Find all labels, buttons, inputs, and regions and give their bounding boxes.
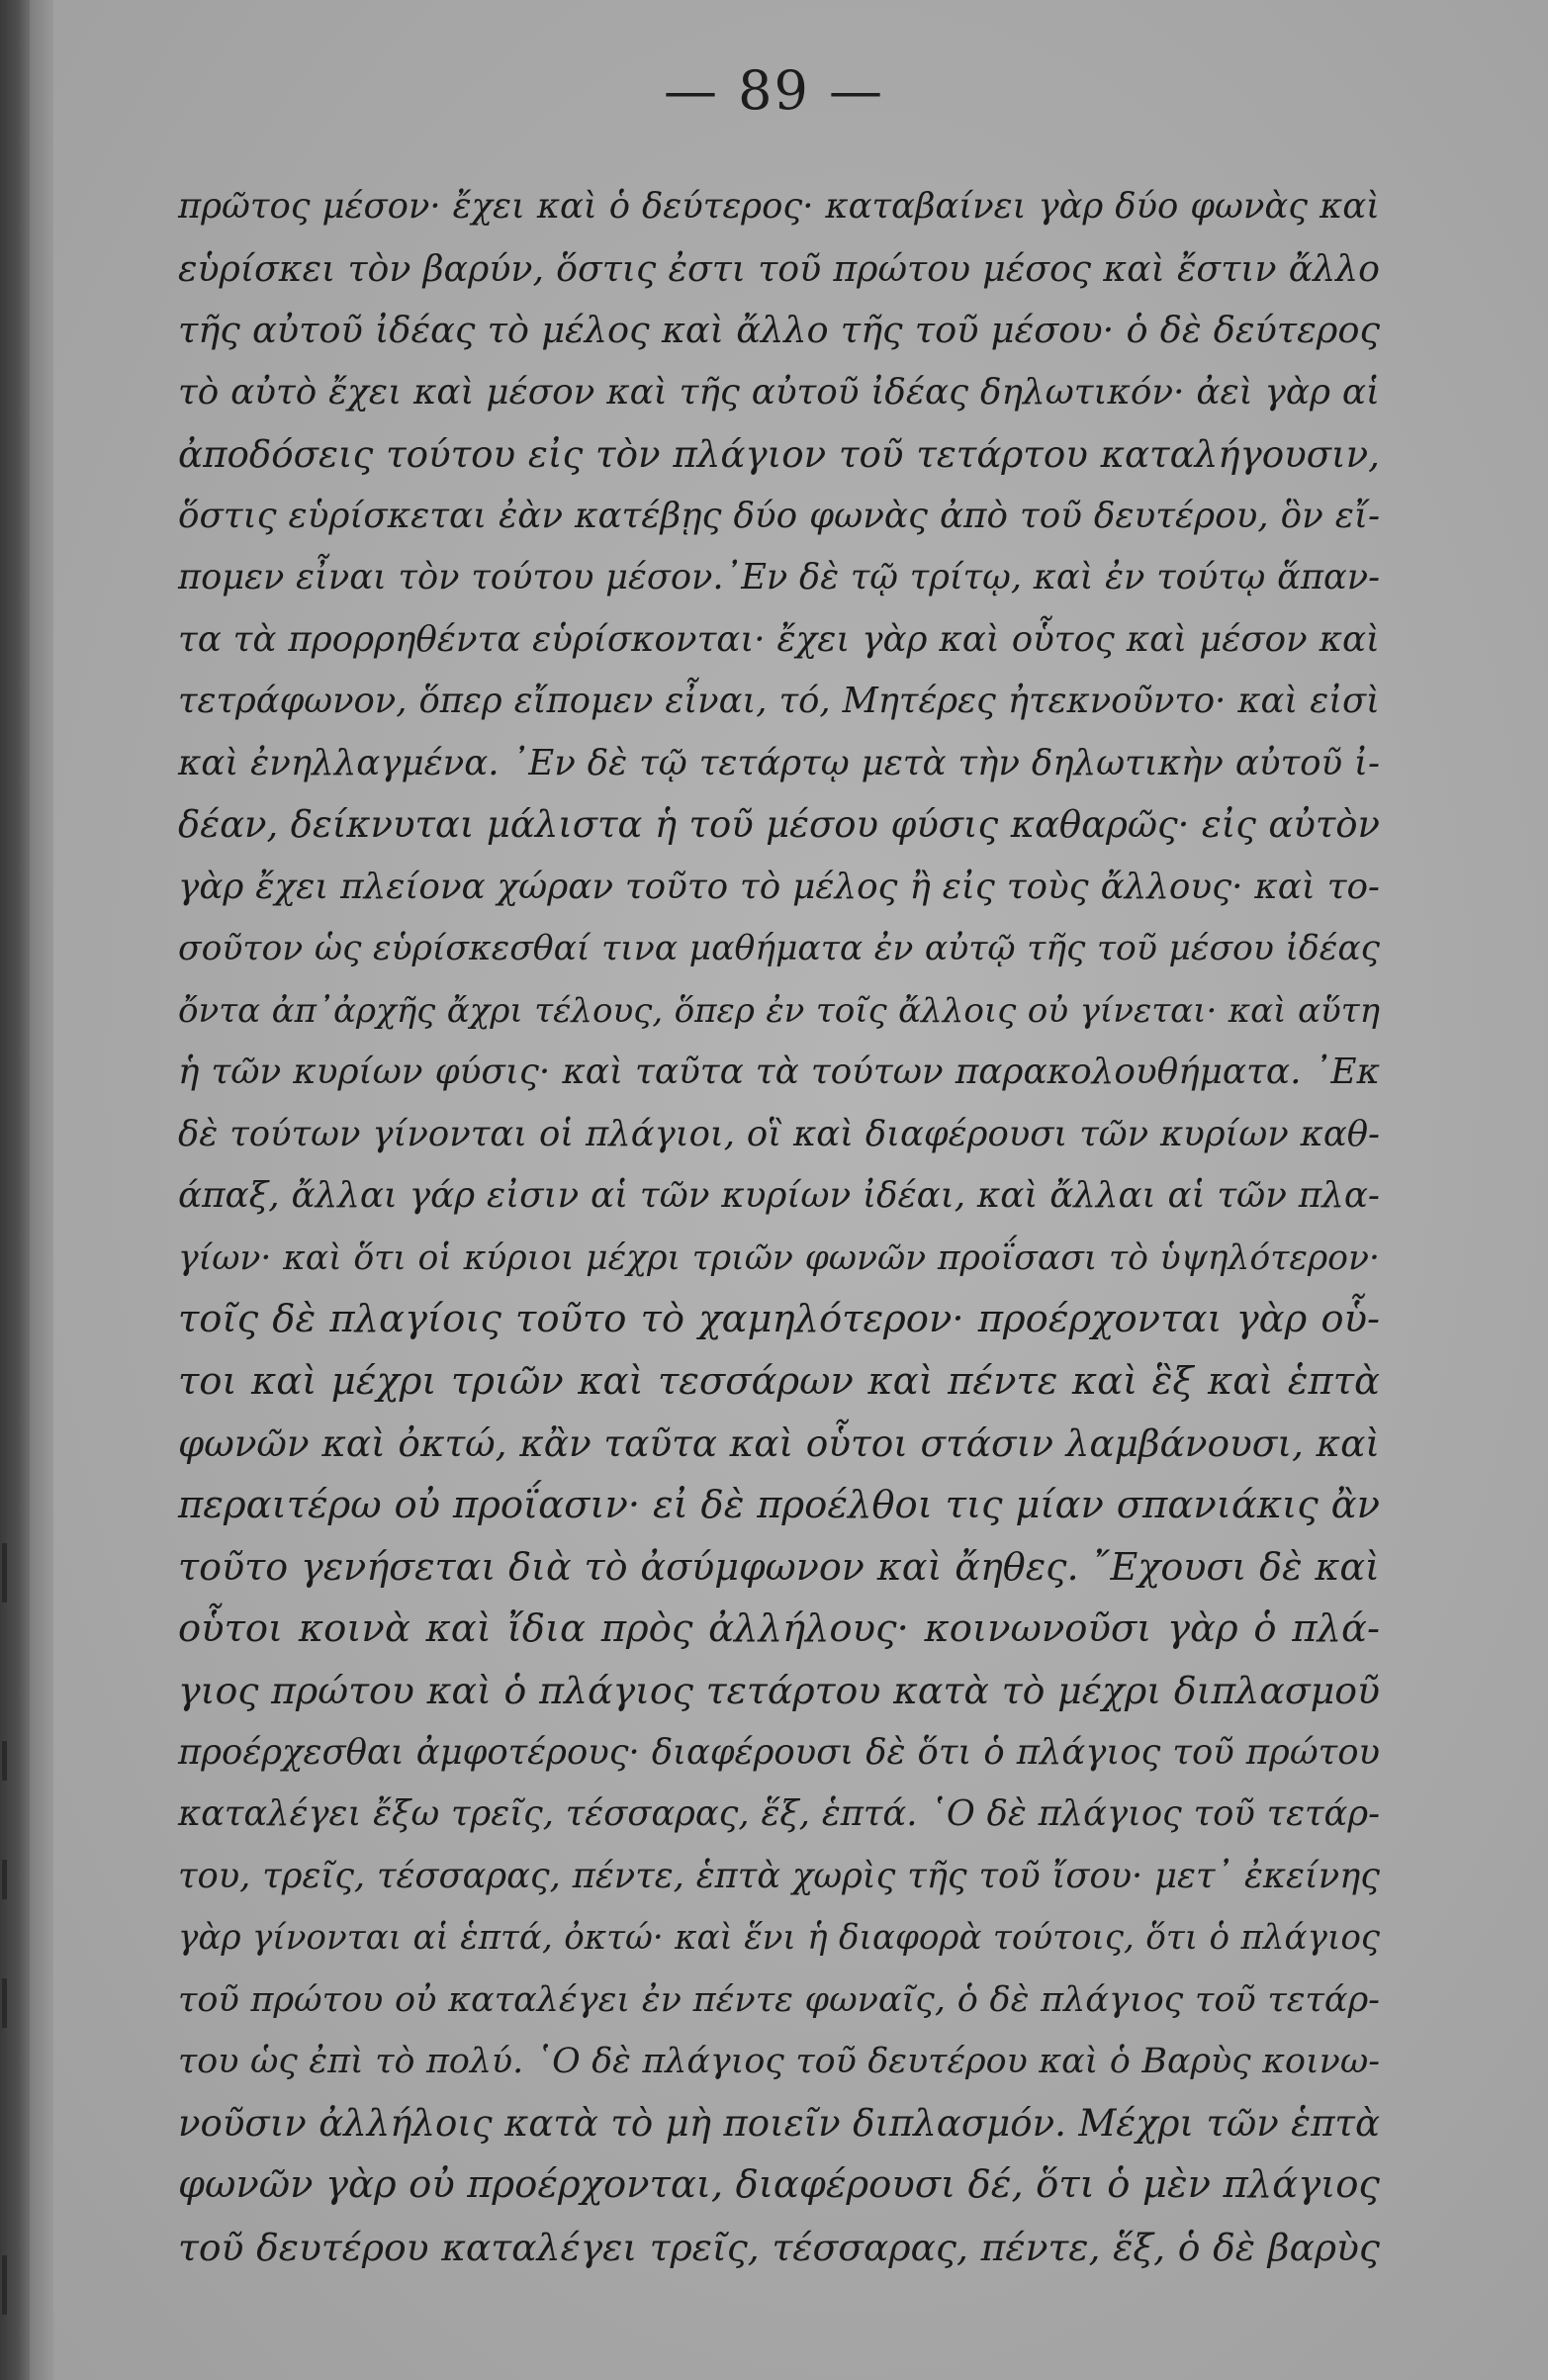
text-line: ἀποδόσεις τούτου εἰς τὸν πλάγιον τοῦ τετάρτου καταλήγουσιν,	[178, 432, 1380, 476]
book-gutter	[30, 0, 53, 2380]
text-line: τετράφωνον, ὅπερ εἴπομεν εἶναι, τό, Μητέρες ἠτεκνοῦντο· καὶ εἰσὶ	[178, 681, 1380, 721]
text-line: σοῦτον ὡς εὑρίσκεσθαί τινα μαθήματα ἐν αὐτῷ τῆς τοῦ μέσου ἰδέας	[178, 929, 1380, 968]
text-line: καὶ ἐνηλλαγμένα. ᾽Εν δὲ τῷ τετάρτῳ μετὰ τὴν δηλωτικὴν αὐτοῦ ἰ-	[178, 742, 1380, 783]
text-line: άπαξ, ἄλλαι γάρ εἰσιν αἱ τῶν κυρίων ἰδέαι, καὶ ἄλλαι αἱ τῶν πλα-	[178, 1175, 1380, 1216]
text-line: φωνῶν γὰρ οὐ προέρχονται, διαφέρουσι δέ, ὅτι ὁ μὲν πλάγιος	[178, 2162, 1380, 2207]
text-line: γίων· καὶ ὅτι οἱ κύριοι μέχρι τριῶν φωνῶν προΐσασι τὸ ὑψηλότερον·	[178, 1237, 1380, 1278]
page-edge-marks	[2, 0, 12, 2380]
text-line: καταλέγει ἔξω τρεῖς, τέσσαρας, ἕξ, ἑπτά. ῾Ο δὲ πλάγιος τοῦ τετάρ-	[178, 1793, 1380, 1834]
text-line: του, τρεῖς, τέσσαρας, πέντε, ἑπτὰ χωρὶς τῆς τοῦ ἴσου· μετ᾽ ἐκείνης	[178, 1855, 1380, 1896]
text-line: γιος πρώτου καὶ ὁ πλάγιος τετάρτου κατὰ τὸ μέχρι διπλασμοῦ	[178, 1669, 1380, 1712]
text-line: πομεν εἶναι τὸν τούτου μέσον.᾽Εν δὲ τῷ τρίτῳ, καὶ ἐν τούτῳ ἅπαν-	[178, 557, 1380, 597]
text-line: εὑρίσκει τὸν βαρύν, ὅστις ἐστι τοῦ πρώτου μέσος καὶ ἔστιν ἄλλο	[178, 246, 1380, 290]
text-line: τῆς αὐτοῦ ἰδέας τὸ μέλος καὶ ἄλλο τῆς τοῦ μέσου· ὁ δὲ δεύτερος	[178, 309, 1380, 351]
text-line: τὸ αὐτὸ ἔχει καὶ μέσον καὶ τῆς αὐτοῦ ἰδέας δηλωτικόν· ἀεὶ γὰρ αἱ	[178, 371, 1380, 412]
text-line: του ὡς ἐπὶ τὸ πολύ. ῾Ο δὲ πλάγιος τοῦ δευτέρου καὶ ὁ Βαρὺς κοινω-	[178, 2042, 1380, 2081]
text-line: τοι καὶ μέχρι τριῶν καὶ τεσσάρων καὶ πέντε καὶ ἓξ καὶ ἑπτὰ	[178, 1358, 1380, 1404]
text-line: ἡ τῶν κυρίων φύσις· καὶ ταῦτα τὰ τούτων παρακολουθήματα. ᾽Εκ	[178, 1052, 1380, 1092]
text-line: γὰρ γίνονται αἱ ἑπτά, ὀκτώ· καὶ ἕνι ἡ διαφορὰ τούτοις, ὅτι ὁ πλάγιος	[178, 1918, 1380, 1958]
text-line: ὄντα ἀπ᾽ἀρχῆς ἄχρι τέλους, ὅπερ ἐν τοῖς ἄλλοις οὐ γίνεται· καὶ αὕτη	[178, 990, 1380, 1031]
text-line: φωνῶν καὶ ὀκτώ, κἂν ταῦτα καὶ οὗτοι στάσιν λαμβάνουσι, καὶ	[178, 1421, 1380, 1465]
text-line: νοῦσιν ἀλλήλοις κατὰ τὸ μὴ ποιεῖν διπλασμόν. Μέχρι τῶν ἑπτὰ	[178, 2101, 1380, 2145]
text-line: δὲ τούτων γίνονται οἱ πλάγιοι, οἳ καὶ διαφέρουσι τῶν κυρίων καθ-	[178, 1113, 1380, 1154]
text-line: πρῶτος μέσον· ἔχει καὶ ὁ δεύτερος· καταβαίνει γὰρ δύο φωνὰς καὶ	[178, 186, 1380, 227]
text-line: τοῦτο γενήσεται διὰ τὸ ἀσύμφωνον καὶ ἄηθες. ῎Εχουσι δὲ καὶ	[178, 1545, 1380, 1589]
text-line: δέαν, δείκνυται μάλιστα ἡ τοῦ μέσου φύσις καθαρῶς· εἰς αὐτὸν	[178, 803, 1380, 846]
text-line: περαιτέρω οὐ προΐασιν· εἰ δὲ προέλθοι τις μίαν σπανιάκις ἂν	[178, 1482, 1380, 1527]
text-line: τοῖς δὲ πλαγίοις τοῦτο τὸ χαμηλότερον· προέρχονται γὰρ οὗ-	[178, 1297, 1380, 1341]
text-line: τοῦ πρώτου οὐ καταλέγει ἐν πέντε φωναῖς, ὁ δὲ πλάγιος τοῦ τετάρ-	[178, 1978, 1380, 2020]
body-text	[178, 176, 1380, 2278]
text-line: οὗτοι κοινὰ καὶ ἴδια πρὸς ἀλλήλους· κοινωνοῦσι γὰρ ὁ πλά-	[178, 1605, 1380, 1651]
text-line: τοῦ δευτέρου καταλέγει τρεῖς, τέσσαρας, πέντε, ἕξ, ὁ δὲ βαρὺς	[178, 2225, 1380, 2269]
text-line: γὰρ ἔχει πλείονα χώραν τοῦτο τὸ μέλος ἢ εἰς τοὺς ἄλλους· καὶ το-	[178, 866, 1380, 907]
text-line: προέρχεσθαι ἀμφοτέρους· διαφέρουσι δὲ ὅτι ὁ πλάγιος τοῦ πρώτου	[178, 1731, 1380, 1773]
text-line: ὅστις εὑρίσκεται ἐὰν κατέβῃς δύο φωνὰς ἀπὸ τοῦ δευτέρου, ὃν εἴ-	[178, 495, 1380, 536]
text-line: τα τὰ προρρηθέντα εὑρίσκονται· ἔχει γὰρ καὶ οὗτος καὶ μέσον καὶ	[178, 618, 1380, 660]
page-number: — 89 —	[663, 59, 885, 122]
